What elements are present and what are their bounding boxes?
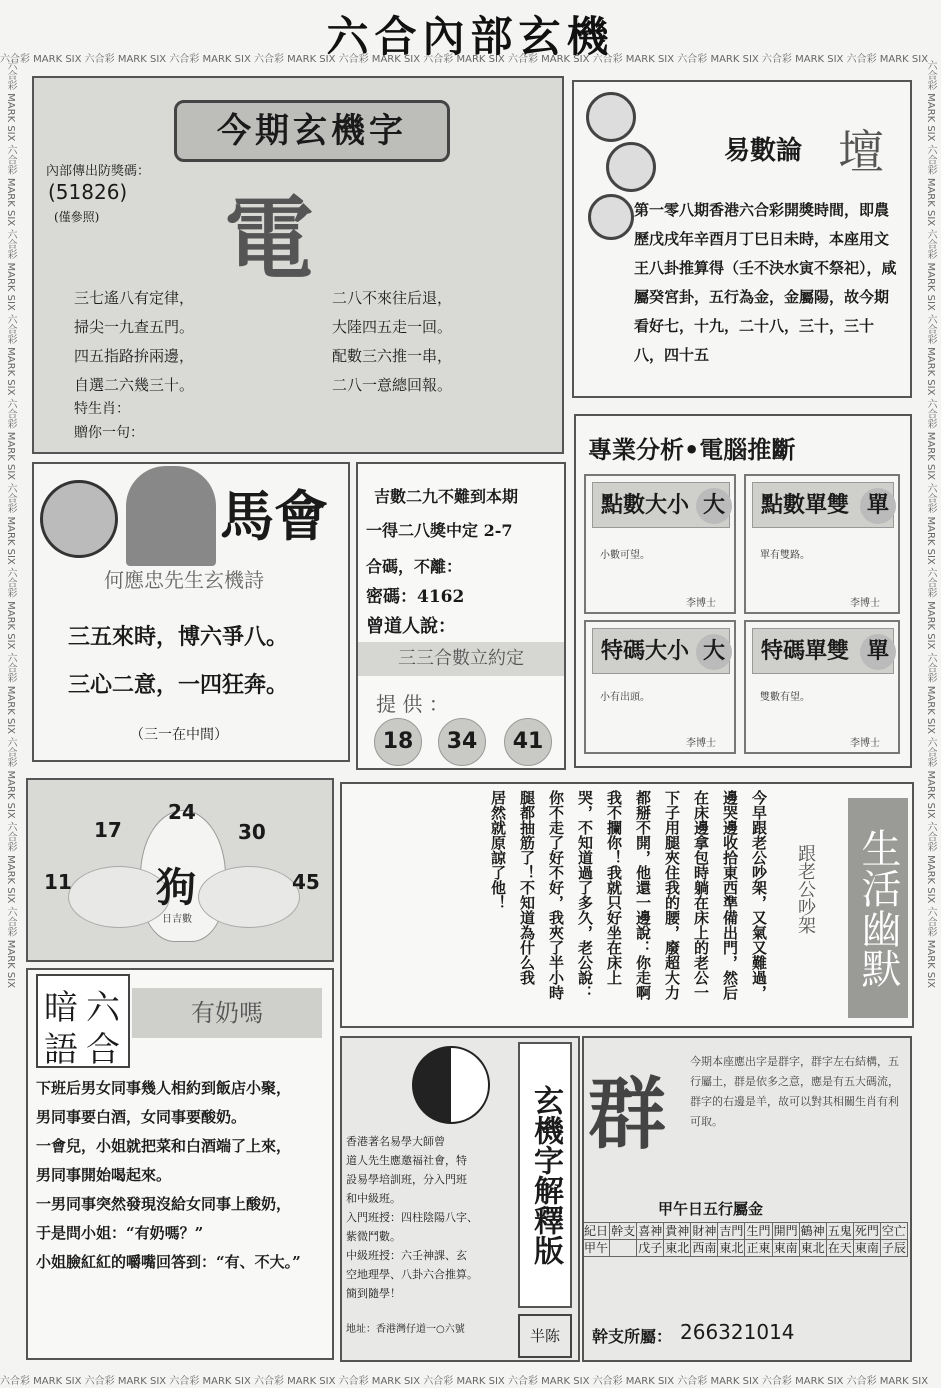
school-panel	[340, 1036, 580, 1362]
table-cell: 東北	[800, 1241, 825, 1255]
ganzhi-label: 幹支所屬：	[592, 1327, 673, 1346]
analysis-card	[584, 474, 736, 614]
logo-icon	[40, 480, 118, 558]
analysis-card-head: 特碼大小	[592, 628, 730, 674]
table-cell: 正東	[746, 1241, 771, 1255]
humor-body	[470, 790, 770, 1024]
table-head-cell: 幹支	[611, 1224, 636, 1238]
xuanji-panel	[32, 76, 564, 454]
middle-provide: 提 供 ：	[376, 692, 449, 716]
wuxing-table	[582, 1222, 908, 1257]
table-row	[583, 1240, 908, 1257]
table-head-cell: 五鬼	[827, 1224, 852, 1238]
table-head-cell: 開門	[773, 1224, 798, 1238]
xuanji-code: (51826)	[48, 180, 128, 204]
yishu-title-big: 壇	[838, 125, 884, 179]
mahui-panel	[32, 462, 350, 762]
table-cell: 子辰	[881, 1241, 906, 1255]
jieshi-seal: 半陈	[518, 1314, 572, 1358]
table-cell: 東南	[773, 1241, 798, 1255]
humor-column: 都掰不開，他還一邊說：你走啊	[634, 790, 652, 1000]
humor-column: 下子用腿夾住我的腰，廢超大力	[663, 790, 681, 1000]
analysis-card-desc: 單有雙路。	[760, 550, 810, 561]
zodiac-number: 11	[44, 870, 72, 894]
xuanji-right-poem: 二八不來往后退， 大陸四五走一回。 配數三六推一串， 二八一意總回報。	[332, 289, 453, 394]
humor-panel	[340, 782, 914, 1028]
analysis-card-desc: 雙數有望。	[760, 692, 810, 703]
xuanji-char: 電	[224, 186, 314, 292]
jieshi-text: 今期本座應出字是群字，群字左右結構，五行屬土，群是依多之意，應是有五大碼流，群字的右邊是羊，故可以對其相關生肖有利可取。	[690, 1055, 899, 1128]
humor-column: 哭，不知道過了多久，老公說：	[576, 790, 594, 1000]
analysis-card-head: 點數大小	[592, 482, 730, 528]
table-cell: 東南	[854, 1241, 879, 1255]
number-ball: 34	[438, 718, 486, 766]
number-ball: 18	[374, 718, 422, 766]
humor-column: 腿都抽筋了！不知道為什么我	[518, 790, 536, 985]
middle-line1: 吉數二九不難到本期	[374, 487, 519, 506]
zodiac-number: 24	[168, 800, 196, 824]
zodiac-number: 45	[292, 870, 320, 894]
middle-line2: 一得二八獎中定 2-7	[366, 521, 513, 540]
zodiac-animal: 狗	[156, 864, 196, 911]
analysis-card-desc: 小有出頭。	[600, 692, 650, 703]
analysis-card-tag: 單	[860, 634, 896, 670]
table-cell: 東北	[665, 1241, 690, 1255]
left-border-strip: 六合彩 MARK SIX 六合彩 MARK SIX 六合彩 MARK SIX 六合彩 MARK SIX 六合彩 MARK SIX 六合彩 MARK SIX 六合彩 MARK SIX 六合彩 MARK SIX 六合彩 MARK SIX 六合彩 MARK SIX 六合彩 MARK SIX	[5, 60, 16, 989]
humor-subtitle: 跟老公吵架	[795, 844, 816, 934]
humor-column: 在床邊拿包時躺在床上的老公一	[692, 790, 710, 1000]
school-addr: 地址：香港灣仔道一○六號	[346, 1324, 465, 1335]
analysis-card-tag: 大	[696, 488, 732, 524]
lotus-petal-icon	[198, 866, 300, 928]
humor-column: 邊哭邊收拾東西準備出門，然后	[721, 790, 739, 1000]
page-title: 六合內部玄機	[326, 12, 615, 61]
analysis-card	[744, 620, 900, 754]
yishu-text: 第一零八期香港六合彩開獎時間，即農歷戊戌年辛酉月丁巳日未時，本座用文王八卦推算得（壬不決水寅不祭祀），咸屬癸宮卦，五行為金，金屬陽，故今期看好七，十九，二十八，三十，三十八，四十五	[634, 201, 897, 364]
zodiac-sub: 日吉數	[162, 914, 192, 925]
analysis-card-tag: 單	[860, 488, 896, 524]
analysis-card-head: 點數單雙	[752, 482, 894, 528]
yishu-panel	[572, 80, 912, 398]
mahui-subtitle: 何應忠先生玄機詩	[104, 568, 264, 592]
table-row	[583, 1223, 908, 1240]
analysis-card-sign: 李博士	[850, 738, 880, 749]
anyu-text: 下班后男女同事幾人相約到飯店小聚， 男同事要白酒，女同事要酸奶。 一會兒，小姐就把菜和白酒端了上來， 男同事開始喝起來。 一男同事突然發現沒給女同事上酸奶， 于是問小姐：“有奶嗎？” 小姐臉紅紅的嚼嘴回答到：“有、不大。”	[36, 1079, 301, 1271]
analysis-title: 專業分析•電腦推斷	[588, 436, 796, 464]
zodiac-number: 30	[238, 820, 266, 844]
ganzhi-value: 266321014	[680, 1320, 795, 1344]
table-head-cell: 空亡	[881, 1224, 906, 1238]
table-head-cell: 死門	[854, 1224, 879, 1238]
right-border-strip: 六合彩 MARK SIX 六合彩 MARK SIX 六合彩 MARK SIX 六合彩 MARK SIX 六合彩 MARK SIX 六合彩 MARK SIX 六合彩 MARK SIX 六合彩 MARK SIX 六合彩 MARK SIX 六合彩 MARK SIX 六合彩 MARK SIX	[925, 60, 936, 989]
table-head-cell: 貴神	[665, 1224, 690, 1238]
middle-daoren: 曾道人說：	[366, 616, 456, 637]
xuanji-left-poem: 三七遙八有定律， 掃尖一九查五門。 四五指路拚兩邊， 自選二六幾三十。	[74, 289, 195, 394]
analysis-card-desc: 小數可望。	[600, 550, 650, 561]
middle-line3: 合碼，不離：	[366, 557, 463, 576]
analysis-card-head: 特碼單雙	[752, 628, 894, 674]
coin-icon	[606, 142, 656, 192]
analysis-card-sign: 李博士	[686, 598, 716, 609]
table-cell: 西南	[692, 1241, 717, 1255]
analysis-card	[744, 474, 900, 614]
mahui-poem2: 三心二意，一四狂奔。	[68, 672, 289, 698]
humor-column: 今早跟老公吵架，又氣又難過，	[750, 790, 768, 1000]
jieshi-vertical-title: 玄機字解釋版	[518, 1042, 572, 1308]
table-cell	[610, 1240, 637, 1257]
xuanji-intro: 內部傳出防獎碼：	[46, 164, 151, 179]
jieshi-table-title: 甲午日五行屬金	[658, 1200, 764, 1218]
table-head-cell: 財神	[692, 1224, 717, 1238]
table-cell: 戊子	[638, 1241, 663, 1255]
anyu-logo-char: 六	[86, 988, 120, 1028]
mahui-note: （三一在中間）	[130, 727, 228, 743]
table-head-cell: 紀日	[584, 1224, 609, 1238]
xuanji-foot1: 特生肖：	[74, 401, 130, 417]
portrait-avatar	[126, 466, 216, 566]
table-head-cell: 吉門	[719, 1224, 744, 1238]
anyu-logo	[36, 974, 130, 1068]
zodiac-panel	[26, 778, 334, 962]
humor-title: 生活幽默	[848, 798, 908, 1018]
analysis-card-sign: 李博士	[850, 598, 880, 609]
table-head-cell: 鶴神	[800, 1224, 825, 1238]
analysis-card	[584, 620, 736, 754]
humor-column: 居然就原諒了他！	[489, 790, 507, 910]
anyu-logo-char: 語	[44, 1030, 78, 1070]
mahui-poem1: 三五來時，博六爭八。	[68, 624, 289, 650]
coin-icon	[586, 92, 636, 142]
mahui-title: 馬會	[220, 485, 328, 548]
table-cell: 在天	[827, 1241, 852, 1255]
zodiac-number: 17	[94, 818, 122, 842]
middle-panel	[356, 462, 566, 770]
yin-yang-icon	[412, 1046, 490, 1124]
table-head-cell: 生門	[746, 1224, 771, 1238]
middle-strip: 三三合數立約定	[358, 642, 564, 676]
xuanji-banner: 今期玄機字	[174, 100, 450, 162]
anyu-logo-char: 合	[86, 1030, 120, 1070]
anyu-title: 有奶嗎	[132, 988, 322, 1038]
humor-column: 我不攔你！我就只好坐在床上	[605, 790, 623, 985]
analysis-card-tag: 大	[696, 634, 732, 670]
lotus-petal-icon	[68, 866, 170, 928]
table-head-cell: 喜神	[638, 1224, 663, 1238]
yishu-title: 易數論	[724, 136, 803, 166]
analysis-card-sign: 李博士	[686, 738, 716, 749]
coin-icon	[588, 194, 634, 240]
bottom-border-strip: 六合彩 MARK SIX 六合彩 MARK SIX 六合彩 MARK SIX 六合彩 MARK SIX 六合彩 MARK SIX 六合彩 MARK SIX 六合彩 MARK SIX 六合彩 MARK SIX 六合彩 MARK SIX 六合彩 MARK SIX 六合彩 MARK SIX	[0, 1376, 929, 1386]
anyu-panel	[26, 968, 334, 1360]
xuanji-note: (僅參照)	[54, 210, 100, 224]
xuanji-foot2: 贈你一句：	[74, 425, 144, 441]
number-ball: 41	[504, 718, 552, 766]
jieshi-panel	[582, 1036, 912, 1362]
humor-column: 你不走了好不好，我夾了半小時	[547, 790, 565, 1000]
anyu-logo-char: 暗	[44, 988, 78, 1028]
top-border-strip: 六合彩 MARK SIX 六合彩 MARK SIX 六合彩 MARK SIX 六合彩 MARK SIX 六合彩 MARK SIX 六合彩 MARK SIX 六合彩 MARK SIX 六合彩 MARK SIX 六合彩 MARK SIX 六合彩 MARK SIX 六合彩 MARK SIX	[0, 54, 929, 64]
school-text: 香港著名易學大師曾 道人先生應邀福社會，特 設易學培訓班，分入門班 和中級班。 入門班授：四柱陰陽八字、 紫微鬥數。 中級班授：六壬神課、玄 空地理學、八卦六合推算。 簡到隨學！	[346, 1135, 478, 1300]
table-cell: 甲午	[584, 1241, 609, 1255]
table-cell: 東北	[719, 1241, 744, 1255]
middle-line4: 密碼：4162	[366, 587, 465, 607]
jieshi-char: 群	[588, 1069, 667, 1160]
